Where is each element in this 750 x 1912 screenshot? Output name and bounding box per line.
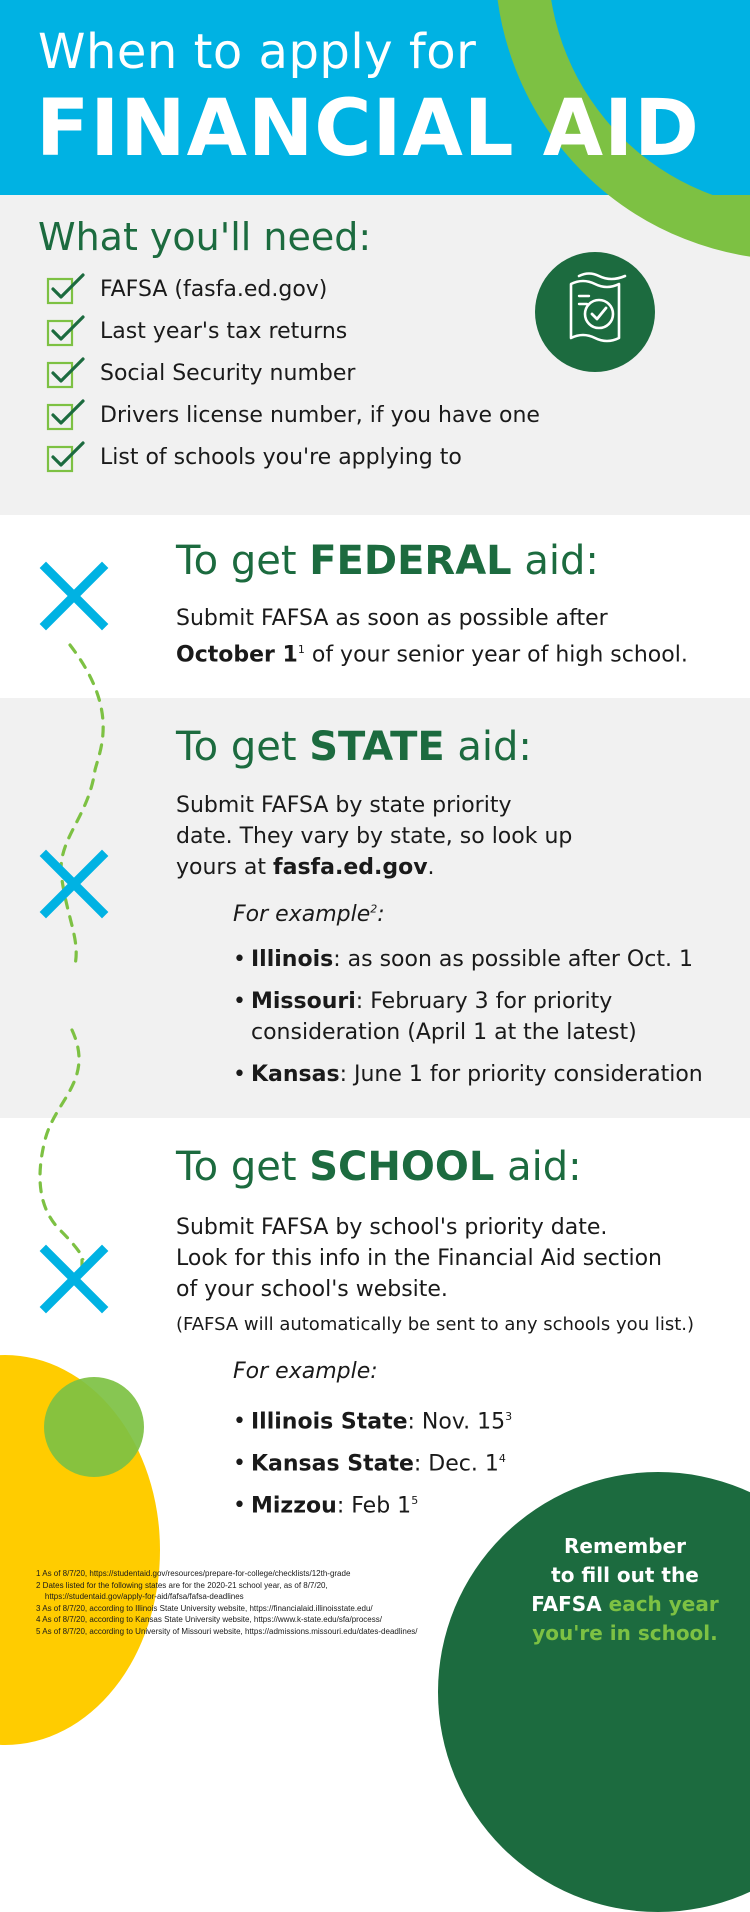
- reminder-line-4: you're in school.: [532, 1621, 718, 1645]
- document-check-icon: [535, 252, 655, 372]
- needs-heading: What you'll need:: [38, 215, 372, 259]
- need-item: [46, 315, 347, 347]
- state-heading-suffix: aid:: [444, 724, 532, 770]
- federal-heading-suffix: aid:: [511, 538, 599, 584]
- federal-line-1: Submit FAFSA as soon as possible after: [176, 606, 608, 631]
- state-heading-prefix: To get: [176, 724, 310, 770]
- federal-line-2: [176, 634, 736, 670]
- state-line-3: [176, 852, 696, 883]
- school-heading: [176, 1144, 582, 1190]
- school-body: [176, 1212, 746, 1305]
- school-example-item: • Mizzou: Feb $1^5$: [233, 1493, 419, 1519]
- federal-date: October 1: [176, 642, 298, 668]
- state-line-3-suffix: .: [427, 855, 435, 880]
- x-mark-icon: [38, 1243, 110, 1315]
- header-banner: [0, 0, 750, 195]
- state-example-item: • Illinois: as soon as possible after Oct. 1: [233, 947, 693, 972]
- title-line-1: When to apply for: [38, 24, 477, 80]
- federal-heading: [176, 538, 599, 584]
- x-mark-icon: [38, 848, 110, 920]
- reminder-text: [500, 1532, 750, 1648]
- state-heading-bold: STATE: [309, 724, 445, 770]
- footnote: 4 As of 8/7/20, according to Kansas State University website, https://www.k-state.edu/sfa/process/: [36, 1615, 382, 1624]
- school-name: Mizzou: [251, 1493, 337, 1519]
- federal-heading-bold: FEDERAL: [309, 538, 512, 584]
- state-example-item: • Kansas: June 1 for priority consideration: [233, 1062, 703, 1087]
- school-example-label: For example:: [233, 1359, 378, 1384]
- title-line-2: FINANCIAL AID: [36, 84, 700, 174]
- reminder-each-year: each year: [608, 1592, 719, 1616]
- need-item: [46, 357, 355, 389]
- checkmark-icon: [46, 399, 86, 431]
- school-deadline: : Dec. 1: [413, 1451, 499, 1477]
- state-name: Missouri: [251, 989, 356, 1014]
- footnote-ref: 5: [411, 1494, 419, 1507]
- federal-heading-prefix: To get: [176, 538, 310, 584]
- state-deadline: : February 3 for priority: [355, 989, 613, 1014]
- decorative-green-ring-tail: [495, 195, 750, 260]
- footnote-ref: 4: [498, 1452, 506, 1465]
- school-name: Kansas State: [251, 1451, 414, 1477]
- needs-section: [0, 195, 750, 515]
- school-example-item: • Illinois State: Nov. $15^3$: [233, 1409, 513, 1435]
- school-deadline: : Feb 1: [336, 1493, 412, 1519]
- state-line-1: Submit FAFSA by state priority: [176, 793, 512, 818]
- need-item: [46, 273, 327, 305]
- state-heading: [176, 724, 532, 770]
- need-item-label: List of schools you're applying to: [100, 444, 462, 470]
- need-item-label: Last year's tax returns: [100, 318, 348, 344]
- footnote: 1 As of 8/7/20, https://studentaid.gov/resources/prepare-for-college/checklists/12th-grade: [36, 1569, 351, 1578]
- footnote: https://studentaid.gov/apply-for-aid/fafsa/fafsa-deadlines: [36, 1592, 244, 1601]
- state-name: Kansas: [251, 1062, 340, 1087]
- example-label-colon: :: [377, 902, 385, 927]
- footnote-ref: 3: [505, 1410, 513, 1423]
- school-example-item: • Kansas State: Dec. $1^4$: [233, 1451, 506, 1477]
- footnote: 5 As of 8/7/20, according to University of Missouri website, https://admissions.missouri.edu/dates-deadlines/: [36, 1626, 418, 1636]
- state-deadline-cont: consideration (April 1 at the latest): [251, 1020, 637, 1045]
- school-heading-prefix: To get: [176, 1144, 310, 1190]
- state-line-2: date. They vary by state, so look up: [176, 824, 573, 849]
- footnote: 2 Dates listed for the following states are for the 2020-21 school year, as of 8/7/20,: [36, 1580, 328, 1590]
- need-item-label: Drivers license number, if you have one: [100, 402, 540, 428]
- checkmark-icon: [46, 315, 86, 347]
- reminder-fafsa: FAFSA: [531, 1592, 609, 1616]
- school-name: Illinois State: [251, 1409, 408, 1435]
- need-item: [46, 441, 462, 473]
- state-deadline: : as soon as possible after Oct. 1: [333, 947, 693, 972]
- checkmark-icon: [46, 441, 86, 473]
- need-item: [46, 399, 540, 431]
- footnotes: [36, 1568, 418, 1637]
- state-name: Illinois: [251, 947, 334, 972]
- school-line-1: Submit FAFSA by school's priority date.: [176, 1215, 608, 1240]
- state-example-label: [233, 902, 385, 927]
- school-heading-suffix: aid:: [494, 1144, 582, 1190]
- federal-body: [176, 603, 736, 670]
- checkmark-icon: [46, 357, 86, 389]
- federal-line-2-rest: of your senior year of high school.: [304, 642, 688, 668]
- school-line-2: Look for this info in the Financial Aid section: [176, 1246, 662, 1271]
- decorative-green-circle: [44, 1377, 144, 1477]
- school-heading-bold: SCHOOL: [309, 1144, 495, 1190]
- example-label-text: For example: [233, 902, 371, 927]
- x-mark-icon: [38, 560, 110, 632]
- reminder-line-3: [500, 1590, 750, 1619]
- footnote-ref: 2: [370, 902, 378, 916]
- footnote-ref: 1: [297, 643, 305, 656]
- school-note: (FAFSA will automatically be sent to any schools you list.): [176, 1314, 695, 1335]
- state-example-item: • Missouri: February 3 for priority consideration (April 1 at the latest): [233, 986, 637, 1048]
- state-website: fasfa.ed.gov: [273, 855, 428, 880]
- footnote: 3 As of 8/7/20, according to Illinois State University website, https://financialaid.illinoisstate.edu/: [36, 1603, 373, 1613]
- reminder-line-2: to fill out the: [551, 1563, 699, 1587]
- need-item-label: FAFSA (fasfa.ed.gov): [100, 276, 328, 302]
- state-body: [176, 790, 696, 883]
- need-item-label: Social Security number: [100, 360, 356, 386]
- school-deadline: : Nov. 15: [407, 1409, 506, 1435]
- reminder-line-1: Remember: [564, 1534, 686, 1558]
- state-line-3-prefix: yours at: [176, 855, 274, 880]
- school-line-3: of your school's website.: [176, 1277, 448, 1302]
- state-deadline: : June 1 for priority consideration: [339, 1062, 703, 1087]
- checkmark-icon: [46, 273, 86, 305]
